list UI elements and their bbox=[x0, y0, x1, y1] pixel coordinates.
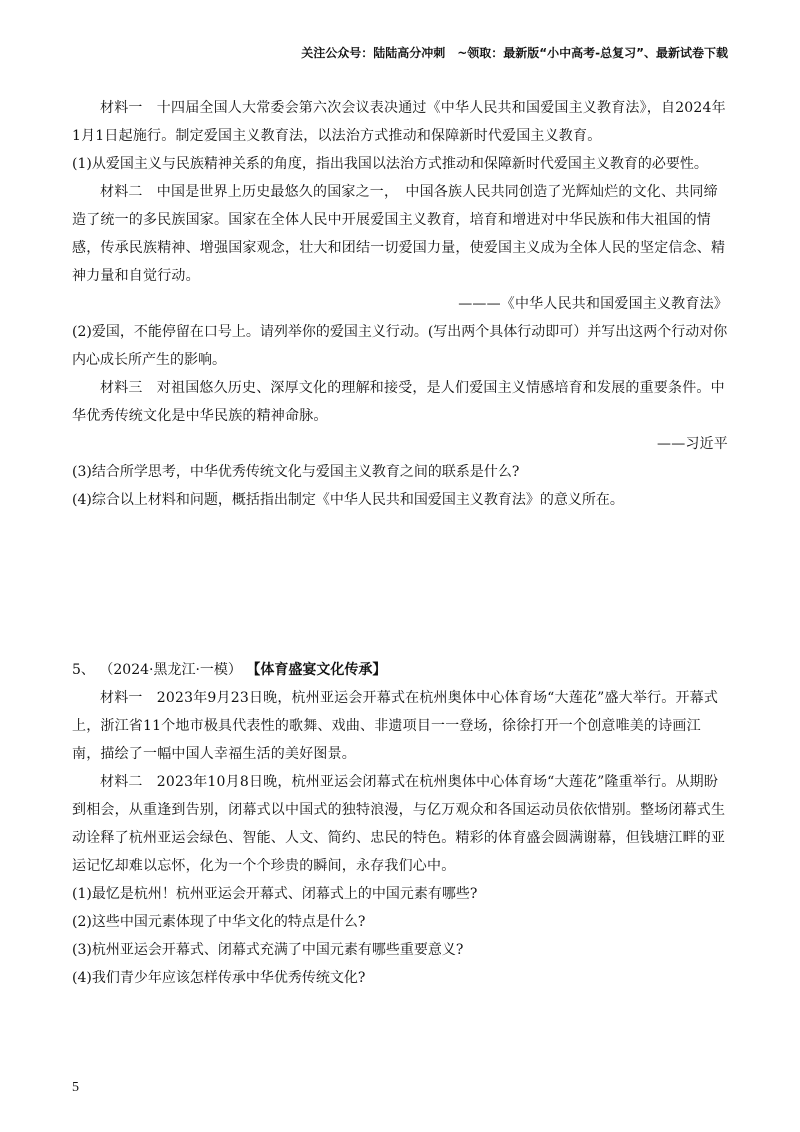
s5-tag: 【体育盛宴文化传承】 bbox=[246, 662, 387, 678]
page-number: 5 bbox=[72, 1080, 79, 1095]
s4-question-4: (4)综合以上材料和问题，概括指出制定《中华人民共和国爱国主义教育法》的意义所在。 bbox=[72, 492, 624, 508]
s5-heading bbox=[72, 656, 728, 684]
s4-material-3: 材料三 对祖国悠久历史、深厚文化的理解和接受，是人们爱国主义情感培育和发展的重要条件。中华优秀传统文化是中华民族的精神命脉。 bbox=[72, 380, 725, 424]
s4-material-3-source: ——习近平 bbox=[657, 436, 728, 452]
s5-question-2: (2)这些中国元素体现了中华文化的特点是什么? bbox=[72, 914, 366, 930]
s5-material-1: 材料一 2023年9月23日晚，杭州亚运会开幕式在杭州奥体中心体育场“大莲花”盛大举行。开幕式上，浙江省11个地市极具代表性的歌舞、戏曲、非遗项目一一登场，徐徐打开一个创意唯美的诗画江南，描绘了一幅中国人幸福生活的美好图景。 bbox=[72, 690, 719, 762]
s4-material-2-source: ———《中华人民共和国爱国主义教育法》 bbox=[458, 296, 728, 312]
s4-question-3: (3)结合所学思考，中华优秀传统文化与爱国主义教育之间的联系是什么? bbox=[72, 464, 520, 480]
page-content bbox=[72, 94, 728, 992]
s4-material-1: 材料一 十四届全国人大常委会第六次会议表决通过《中华人民共和国爱国主义教育法》，自2024年1月1日起施行。制定爱国主义教育法，以法治方式推动和保障新时代爱国主义教育。 bbox=[72, 100, 726, 144]
page-header: 关注公众号：陆陆高分冲刺 ~领取：最新版“小中高考-总复习”、最新试卷下载 bbox=[301, 46, 728, 60]
s5-source: （2024·黑龙江·一模） bbox=[99, 662, 242, 678]
s5-material-2: 材料二 2023年10月8日晚，杭州亚运会闭幕式在杭州奥体中心体育场“大莲花”隆重举行。从期盼到相会，从重逢到告别，闭幕式以中国式的独特浪漫，与亿万观众和各国运动员依依惜别。整场闭幕式生动诠释了杭州亚运会绿色、智能、人文、简约、忠民的特色。精彩的体育盛会圆满谢幕，但钱塘江畔的亚运记忆却难以忘怀，化为一个个珍贵的瞬间，永存我们心中。 bbox=[72, 774, 726, 874]
s5-question-4: (4)我们青少年应该怎样传承中华优秀传统文化? bbox=[72, 970, 366, 986]
s4-question-2: (2)爱国，不能停留在口号上。请列举你的爱国主义行动。(写出两个具体行动即可）并写出这两个行动对你内心成长所产生的影响。 bbox=[72, 324, 728, 368]
s5-number: 5、 bbox=[72, 662, 95, 678]
s4-material-2: 材料二 中国是世界上历史最悠久的国家之一， 中国各族人民共同创造了光辉灿烂的文化、共同缔造了统一的多民族国家。国家在全体人民中开展爱国主义教育，培育和增进对中华民族和伟大祖国的情感，传承民族精神、增强国家观念，壮大和团结一切爱国力量，使爱国主义成为全体人民的坚定信念、精神力量和自觉行动。 bbox=[72, 184, 726, 284]
s5-question-1: (1)最忆是杭州！杭州亚运会开幕式、闭幕式上的中国元素有哪些? bbox=[72, 886, 478, 902]
s5-question-3: (3)杭州亚运会开幕式、闭幕式充满了中国元素有哪些重要意义? bbox=[72, 942, 464, 958]
answer-space bbox=[72, 514, 728, 656]
s4-question-1: (1)从爱国主义与民族精神关系的角度，指出我国以法治方式推动和保障新时代爱国主义教育的必要性。 bbox=[72, 156, 708, 172]
